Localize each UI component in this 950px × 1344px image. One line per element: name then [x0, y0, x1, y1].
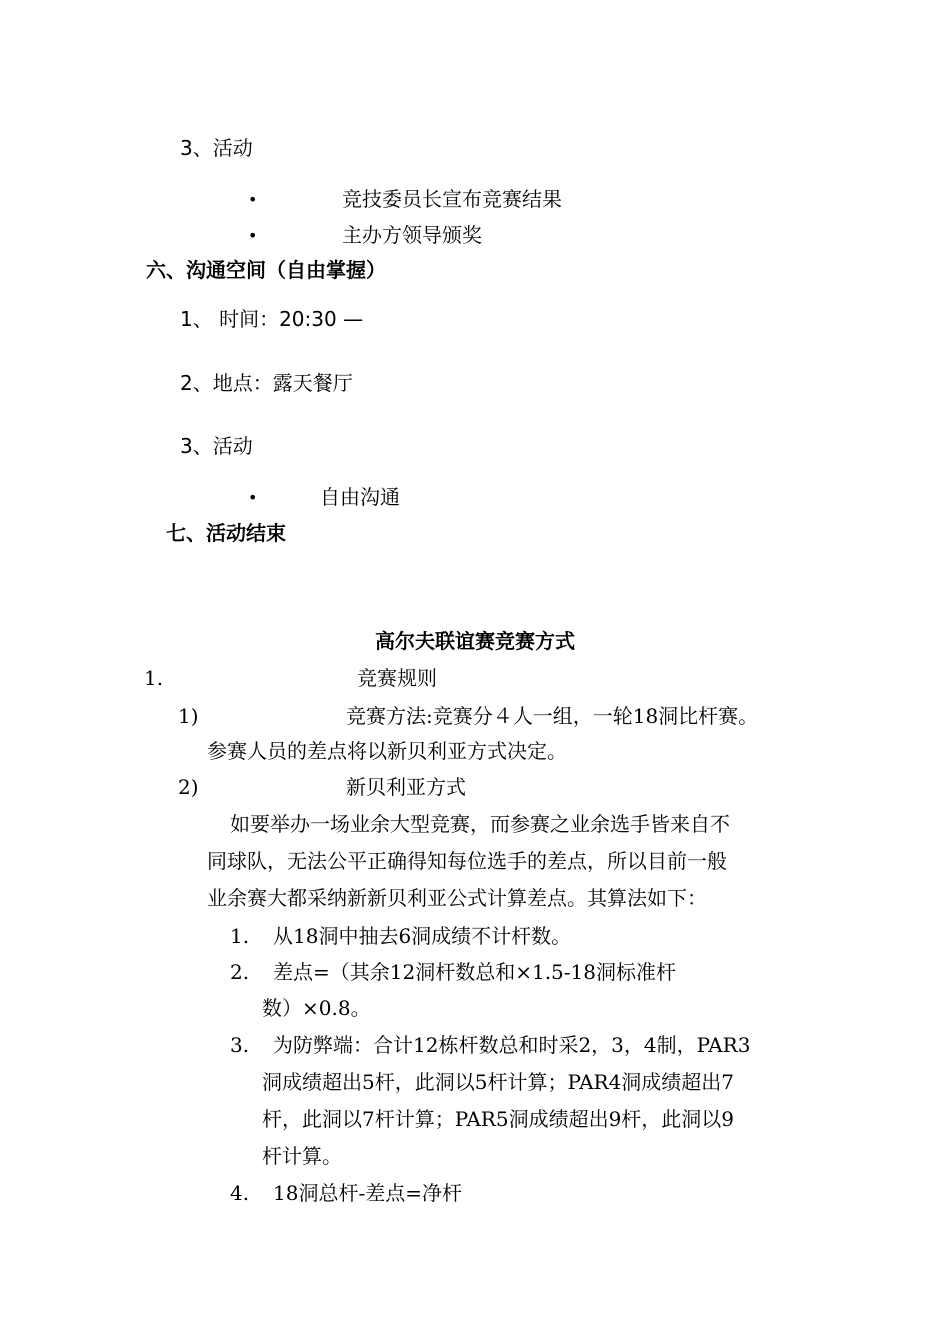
document-title: 高尔夫联谊赛竞赛方式	[375, 629, 575, 653]
list-item-label: 竞赛规则	[357, 666, 437, 690]
paragraph-line: 洞成绩超出5杆，此洞以5杆计算；PAR4洞成绩超出7	[262, 1070, 735, 1094]
paragraph-line: 从18洞中抽去6洞成绩不计杆数。	[273, 924, 572, 948]
bullet-marker: •	[248, 190, 258, 209]
paragraph-line: 数）×0.8。	[262, 996, 371, 1020]
paragraph-line: 杆，此洞以7杆计算；PAR5洞成绩超出9杆，此洞以9	[262, 1107, 735, 1131]
time-item: 1、 时间：20:30 —	[180, 307, 364, 331]
list-number: 2)	[178, 775, 199, 799]
paragraph-line: 差点=（其余12洞杆数总和×1.5-18洞标准杆	[273, 960, 676, 984]
location-item: 2、地点：露天餐厅	[180, 371, 353, 395]
bullet-item: 主办方领导颁奖	[342, 223, 482, 247]
bullet-marker: •	[248, 488, 258, 507]
paragraph-line: 为防弊端：合计12栋杆数总和时采2，3，4制，PAR3	[273, 1033, 751, 1057]
paragraph-line: 18洞总杆-差点=净杆	[273, 1181, 462, 1205]
list-number: 2.	[230, 960, 250, 984]
bullet-marker: •	[248, 226, 258, 245]
paragraph-line: 竞赛方法:竞赛分４人一组，一轮18洞比杆赛。	[346, 704, 759, 728]
list-number: 3.	[230, 1033, 250, 1057]
paragraph-line: 杆计算。	[262, 1144, 342, 1168]
bullet-item: 竞技委员长宣布竞赛结果	[342, 187, 562, 211]
paragraph-line: 业余赛大都采纳新新贝利亚公式计算差点。其算法如下：	[207, 886, 707, 910]
paragraph-line: 同球队，无法公平正确得知每位选手的差点，所以目前一般	[207, 849, 727, 873]
paragraph-line: 参赛人员的差点将以新贝利亚方式决定。	[207, 739, 567, 763]
list-number: 1.	[230, 924, 250, 948]
section-heading: 七、活动结束	[166, 521, 286, 545]
list-number: 1)	[178, 704, 199, 728]
list-number: 4.	[230, 1181, 250, 1205]
list-number: 1.	[144, 666, 164, 690]
paragraph-line: 如要举办一场业余大型竞赛，而参赛之业余选手皆来自不	[230, 812, 730, 836]
bullet-item: 自由沟通	[320, 485, 400, 509]
section-heading: 六、沟通空间（自由掌握）	[146, 258, 386, 282]
activity-item-label: 3、活动	[180, 136, 253, 160]
activity-item-label: 3、活动	[180, 434, 253, 458]
list-item-label: 新贝利亚方式	[346, 775, 466, 799]
